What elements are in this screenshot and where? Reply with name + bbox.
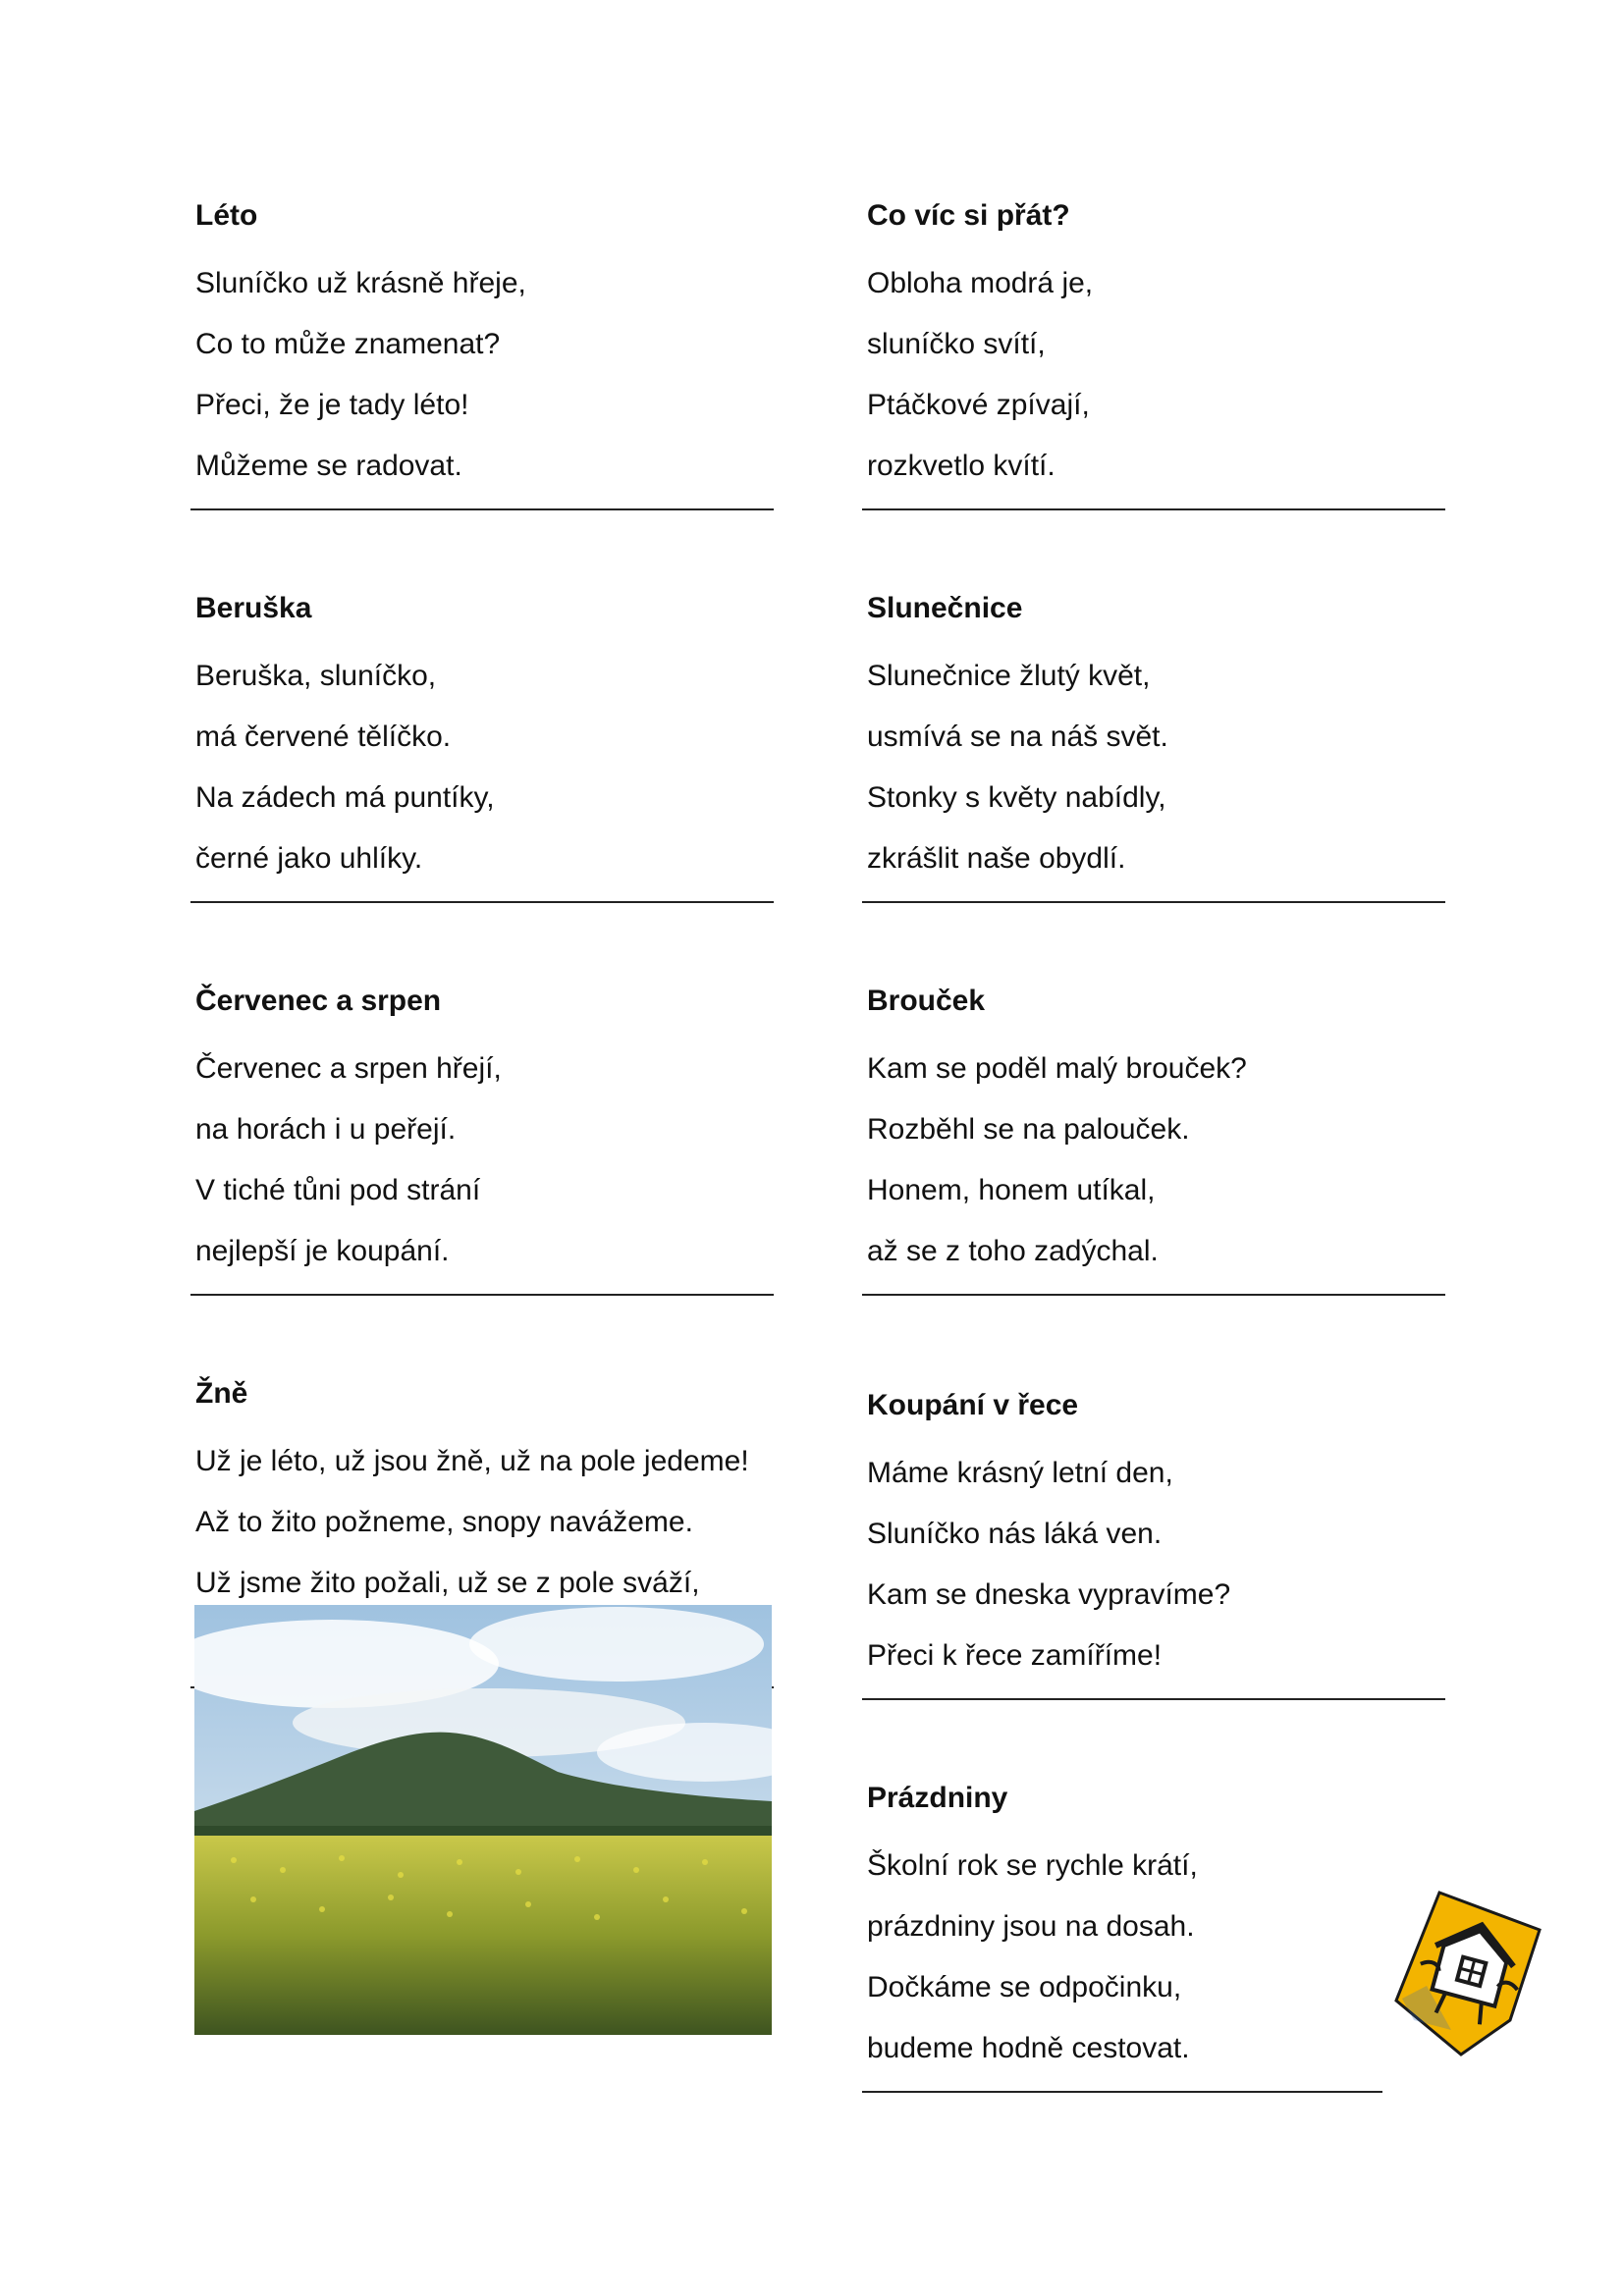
poem-koupani-v-rece bbox=[862, 1384, 1445, 1700]
poem-line: Sluníčko nás láká ven. bbox=[867, 1518, 1163, 1550]
poem-line: Až to žito požneme, snopy navážeme. bbox=[195, 1506, 693, 1538]
poem-line: Na zádech má puntíky, bbox=[195, 781, 495, 814]
left-column bbox=[190, 194, 774, 1688]
poem-line: Kam se poděl malý brouček? bbox=[867, 1052, 1247, 1085]
poem-title: Brouček bbox=[867, 985, 986, 1017]
poem-line: zkrášlit naše obydlí. bbox=[867, 842, 1126, 875]
poem-line: Už jsme žito požali, už se z pole sváží, bbox=[195, 1567, 700, 1599]
poem-line: Kam se dneska vypravíme? bbox=[867, 1578, 1231, 1611]
poem-line: Rozběhl se na palouček. bbox=[867, 1113, 1190, 1146]
poem-line: Přeci k řece zamíříme! bbox=[867, 1639, 1163, 1672]
poem-line: na horách i u peřejí. bbox=[195, 1113, 457, 1146]
poem-line: Přeci, že je tady léto! bbox=[195, 389, 469, 421]
divider bbox=[862, 1294, 1445, 1296]
poem-line: Obloha modrá je, bbox=[867, 267, 1094, 299]
poem-title: Beruška bbox=[195, 592, 312, 624]
divider bbox=[862, 1698, 1445, 1700]
poem-line: rozkvetlo kvítí. bbox=[867, 450, 1056, 482]
poem-line: prázdniny jsou na dosah. bbox=[867, 1910, 1195, 1943]
poem-line: až se z toho zadýchal. bbox=[867, 1235, 1159, 1267]
poem-title: Prázdniny bbox=[867, 1782, 1008, 1814]
poem-line: Slunečnice žlutý květ, bbox=[867, 660, 1151, 692]
poem-line: Ptáčkové zpívají, bbox=[867, 389, 1090, 421]
poem-line: Sluníčko už krásně hřeje, bbox=[195, 267, 526, 299]
poem-line: Stonky s květy nabídly, bbox=[867, 781, 1166, 814]
right-column bbox=[862, 194, 1445, 2093]
poem-co-vic-si-prat bbox=[862, 194, 1445, 510]
poem-line: Už je léto, už jsou žně, už na pole jedeme! bbox=[195, 1445, 749, 1477]
poem-line: Máme krásný letní den, bbox=[867, 1457, 1173, 1489]
poem-line: sluníčko svítí, bbox=[867, 328, 1046, 360]
divider bbox=[862, 901, 1445, 903]
poem-line: nejlepší je koupání. bbox=[195, 1235, 450, 1267]
poem-line: Školní rok se rychle krátí, bbox=[867, 1849, 1198, 1882]
poem-leto bbox=[190, 194, 774, 510]
poem-cervenec bbox=[190, 980, 774, 1296]
poem-title: Léto bbox=[195, 199, 258, 232]
poem-line: Dočkáme se odpočinku, bbox=[867, 1971, 1182, 2003]
poem-line: Můžeme se radovat. bbox=[195, 450, 462, 482]
poem-line: černé jako uhlíky. bbox=[195, 842, 423, 875]
poem-broucek bbox=[862, 980, 1445, 1296]
poem-line: usmívá se na náš svět. bbox=[867, 721, 1168, 753]
poem-title: Slunečnice bbox=[867, 592, 1023, 624]
poem-line: má červené tělíčko. bbox=[195, 721, 452, 753]
house-mascot-icon bbox=[1392, 1883, 1549, 2059]
poem-slunecnice bbox=[862, 587, 1445, 903]
poem-title: Červenec a srpen bbox=[195, 985, 442, 1017]
poem-line: budeme hodně cestovat. bbox=[867, 2032, 1190, 2064]
poem-line: Červenec a srpen hřejí, bbox=[195, 1052, 502, 1085]
poem-line: Beruška, sluníčko, bbox=[195, 660, 437, 692]
divider bbox=[862, 508, 1445, 510]
divider bbox=[190, 1294, 774, 1296]
poem-title: Koupání v řece bbox=[867, 1389, 1079, 1421]
landscape-photo bbox=[194, 1605, 772, 2035]
poem-line: Co to může znamenat? bbox=[195, 328, 501, 360]
poem-line: V tiché tůni pod strání bbox=[195, 1174, 481, 1206]
poem-title: Co víc si přát? bbox=[867, 199, 1070, 232]
divider bbox=[862, 2091, 1382, 2093]
poem-beruska bbox=[190, 587, 774, 903]
poem-title: Žně bbox=[195, 1377, 248, 1410]
divider bbox=[190, 901, 774, 903]
divider bbox=[190, 508, 774, 510]
poem-prazdniny bbox=[862, 1777, 1445, 2093]
poem-line: Honem, honem utíkal, bbox=[867, 1174, 1156, 1206]
